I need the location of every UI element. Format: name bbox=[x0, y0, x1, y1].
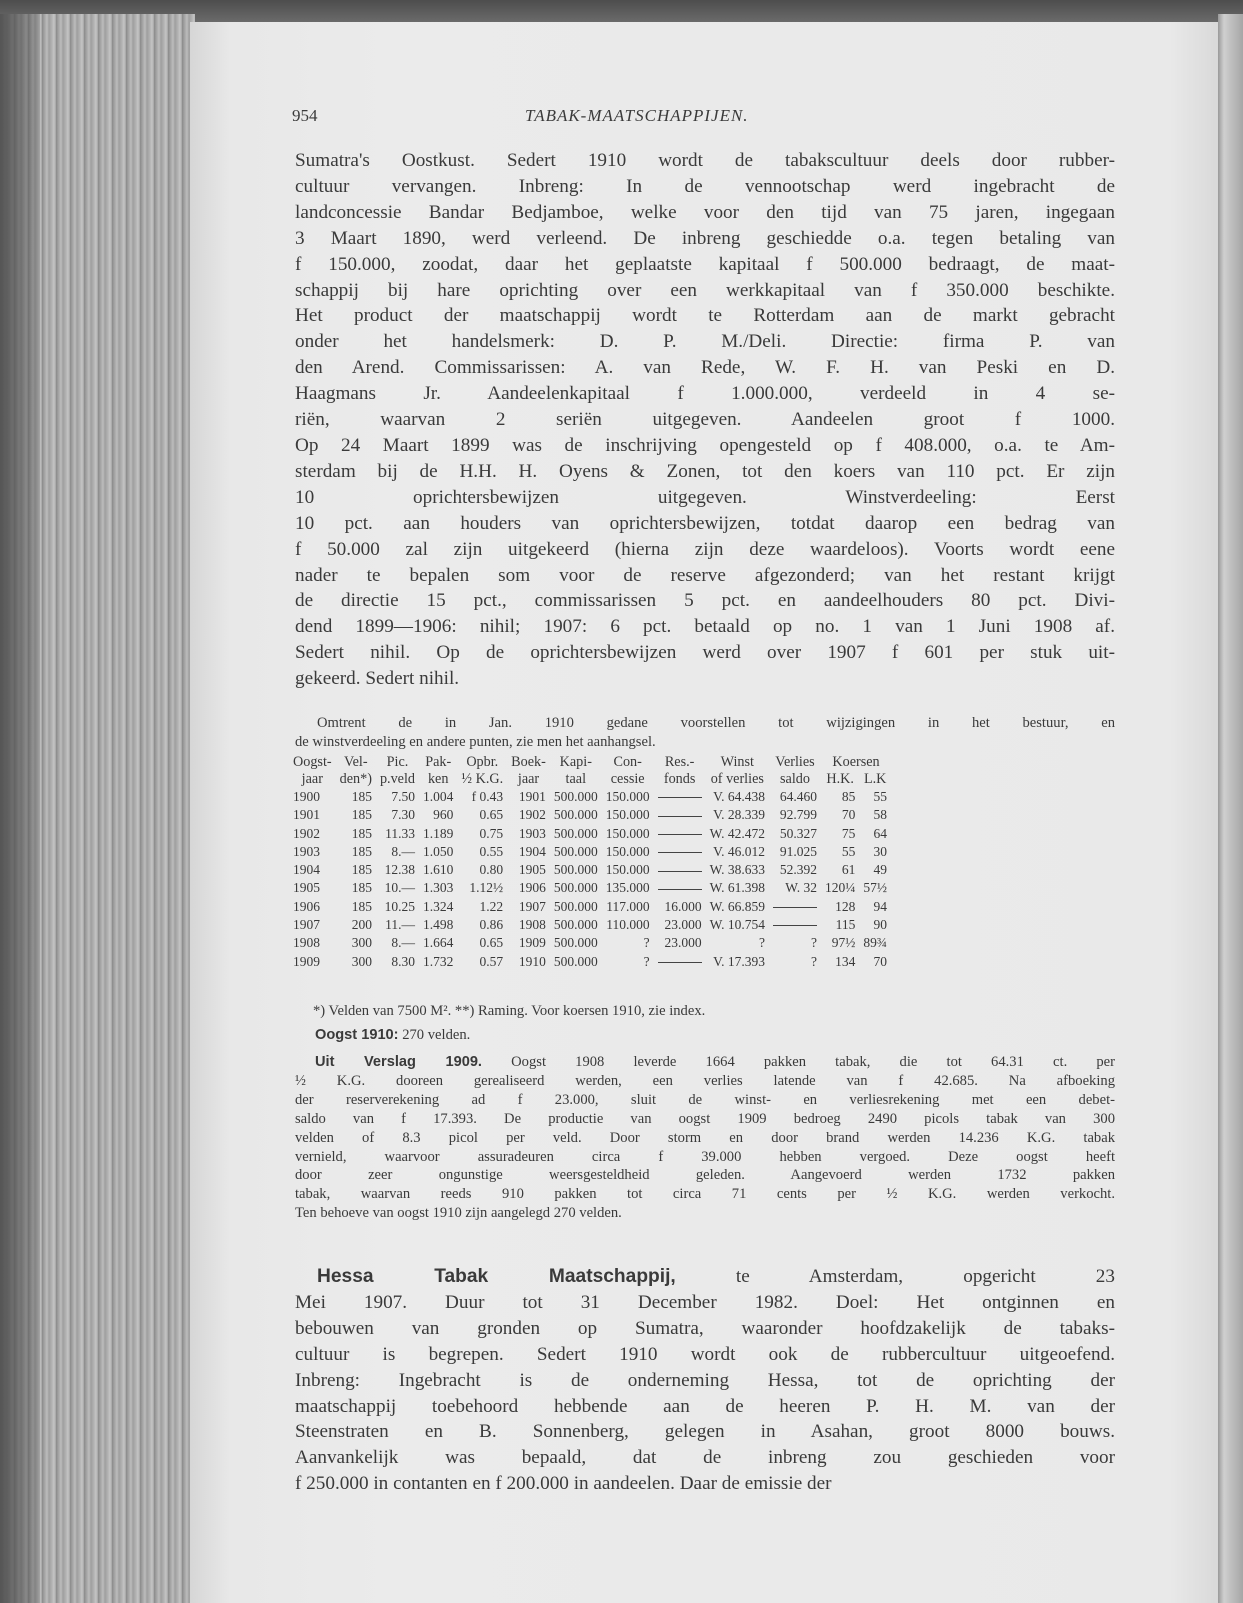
table-row bbox=[289, 843, 891, 861]
text-line: f 50.000 zal zijn uitgekeerd (hierna zijn deze waardeloos). Voorts wordt eene bbox=[295, 538, 1115, 560]
column-subheader: jaar bbox=[301, 771, 323, 787]
table-cell: 94 bbox=[873, 898, 887, 914]
table-cell: 1910 bbox=[518, 953, 546, 969]
table-cell: W. 10.754 bbox=[709, 917, 765, 933]
table-cell: 1904 bbox=[518, 843, 546, 859]
text-line: riën, waarvan 2 seriën uitgegeven. Aandeelen groot f 1000. bbox=[295, 409, 1115, 431]
table-cell: 300 bbox=[351, 953, 372, 969]
column-subheader: taal bbox=[565, 771, 587, 787]
text-line: Het product der maatschappij wordt te Rotterdam aan de markt gebracht bbox=[295, 305, 1115, 327]
table-cell: ? bbox=[759, 935, 765, 951]
table-cell: 61 bbox=[841, 862, 856, 878]
table-cell: ? bbox=[811, 935, 817, 951]
column-header: Con- bbox=[613, 754, 642, 770]
table-cell: W. 42.472 bbox=[709, 825, 765, 841]
hessa-text: maatschappij toebehoord hebbende aan de heeren P. H. M. van der bbox=[295, 1395, 1115, 1417]
text-line bbox=[295, 1053, 1115, 1072]
table-cell: W. 61.398 bbox=[709, 880, 765, 896]
table-cell: 185 bbox=[351, 807, 372, 823]
text-line: 3 Maart 1890, werd verleend. De inbreng geschiedde o.a. tegen betaling van bbox=[295, 227, 1115, 249]
table-cell: 50.327 bbox=[779, 825, 817, 841]
table-cell: 10.25 bbox=[384, 898, 416, 914]
column-subheader: ½ K.G. bbox=[461, 771, 504, 787]
column-header: Verlies bbox=[775, 754, 815, 770]
table-cell: 11.— bbox=[385, 917, 416, 933]
table-cell: 185 bbox=[351, 898, 372, 914]
verslag-label: Uit Verslag 1909. bbox=[315, 1054, 482, 1070]
text-line bbox=[295, 1264, 1115, 1290]
column-header: Koersen bbox=[832, 754, 880, 770]
table-cell: 1.189 bbox=[423, 825, 454, 841]
table-cell: 185 bbox=[351, 843, 372, 859]
table-cell bbox=[769, 898, 821, 916]
column-header: Pak- bbox=[425, 754, 452, 770]
text-line: 10 pct. aan houders van oprichtersbewijzen, totdat daarop een bedrag van bbox=[295, 512, 1115, 534]
table-cell: 58 bbox=[873, 807, 887, 823]
financial-table bbox=[289, 754, 891, 971]
table-cell: 500.000 bbox=[553, 843, 598, 859]
verslag-text: velden of 8.3 picol per veld. Door storm en door brand werden 14.236 K.G. tabak bbox=[295, 1129, 1115, 1146]
table-cell: V. 17.393 bbox=[713, 953, 765, 969]
column-subheader: jaar bbox=[517, 771, 540, 787]
column-subheader: L.K bbox=[863, 771, 887, 787]
hessa-text: Mei 1907. Duur tot 31 December 1982. Doel: Het ontginnen en bbox=[295, 1291, 1115, 1313]
table-cell: 55 bbox=[841, 843, 856, 859]
dash-placeholder bbox=[658, 962, 702, 963]
table-cell: 1902 bbox=[293, 825, 320, 841]
table-cell: 185 bbox=[351, 825, 372, 841]
text-line: cultuur vervangen. Inbreng: In de vennootschap werd ingebracht de bbox=[295, 175, 1115, 197]
text-line bbox=[295, 1394, 1115, 1420]
table-cell: 134 bbox=[835, 953, 856, 969]
column-subheader: ken bbox=[427, 771, 449, 787]
column-subheader: cessie bbox=[610, 771, 645, 787]
table-cell: 91.025 bbox=[779, 843, 817, 859]
hessa-text: Aanvankelijk was bepaald, dat de inbreng zou geschieden voor bbox=[295, 1447, 1115, 1469]
table-cell: 1.498 bbox=[423, 917, 454, 933]
table-row bbox=[289, 806, 891, 824]
table-cell: 500.000 bbox=[553, 898, 598, 914]
column-header: Winst bbox=[720, 754, 754, 770]
table-cell: 8.— bbox=[391, 843, 416, 859]
dash-placeholder bbox=[658, 834, 702, 835]
column-subheader: of verlies bbox=[710, 771, 764, 787]
table-cell: 7.30 bbox=[391, 807, 416, 823]
text-line: Sumatra's Oostkust. Sedert 1910 wordt de tabakscultuur deels door rubber- bbox=[295, 150, 1115, 171]
table-cell: ? bbox=[643, 935, 650, 951]
hessa-text: Steenstraten en B. Sonnenberg, gelegen in Asahan, groot 8000 bouws. bbox=[295, 1421, 1115, 1443]
table-cell: f 0.43 bbox=[471, 789, 504, 804]
text-line: dend 1899—1906: nihil; 1907: 6 pct. betaald op no. 1 van 1 Juni 1908 af. bbox=[295, 616, 1115, 638]
table-cell: 1906 bbox=[293, 898, 320, 914]
table-cell: 1905 bbox=[518, 862, 546, 878]
text-line: sterdam bij de H.H. H. Oyens & Zonen, tot den koers van 110 pct. Er zijn bbox=[295, 460, 1115, 482]
text-line bbox=[295, 1368, 1115, 1394]
table-header-row-1 bbox=[289, 754, 891, 771]
table-cell: 1905 bbox=[293, 880, 320, 896]
table-row bbox=[289, 879, 891, 897]
table-cell: 1909 bbox=[293, 953, 320, 969]
table-cell: 110.000 bbox=[606, 917, 650, 933]
table-cell: 1907 bbox=[518, 898, 546, 914]
page-number: 954 bbox=[292, 106, 318, 125]
table-cell: 97½ bbox=[831, 935, 856, 951]
table-cell: 10.— bbox=[384, 880, 416, 896]
table-cell: 1903 bbox=[293, 843, 320, 859]
column-header: Kapi- bbox=[559, 754, 592, 770]
table-cell: 0.57 bbox=[479, 953, 504, 969]
table-cell: 1.610 bbox=[423, 862, 454, 878]
text-line bbox=[295, 1129, 1115, 1148]
table-footnote: *) Velden van 7500 M². **) Raming. Voor koersen 1910, zie index. bbox=[313, 1003, 706, 1019]
text-line: onder het handelsmerk: D. P. M./Deli. Directie: firma P. van bbox=[295, 331, 1115, 353]
table-cell: 52.392 bbox=[779, 862, 817, 878]
table-cell: 0.86 bbox=[479, 917, 504, 933]
text-line bbox=[295, 1072, 1115, 1091]
verslag-text: saldo van f 17.393. De productie van oogst 1909 bedroeg 2490 picols tabak van 300 bbox=[295, 1110, 1115, 1127]
text-line bbox=[295, 1445, 1115, 1471]
hessa-text: f 250.000 in contanten en f 200.000 in aandeelen. Daar de emissie der bbox=[295, 1473, 832, 1495]
table-cell: 1901 bbox=[518, 789, 546, 804]
table-cell: 185 bbox=[351, 862, 372, 878]
oogst-1910-text: 270 velden. bbox=[398, 1027, 471, 1043]
table-cell: 1.050 bbox=[423, 843, 454, 859]
table-cell: 128 bbox=[835, 898, 856, 914]
column-header: Res.- bbox=[664, 754, 695, 770]
column-header: Oogst- bbox=[293, 754, 332, 770]
text-line: den Arend. Commissarissen: A. van Rede, W. F. H. van Peski en D. bbox=[295, 357, 1115, 379]
table-cell: V. 46.012 bbox=[713, 843, 765, 859]
verslag-text: vernield, waarvoor assuradeuren circa f 39.000 hebben vergoed. Deze oogst heeft bbox=[295, 1148, 1115, 1165]
table-cell: 500.000 bbox=[553, 862, 598, 878]
table-cell: 1904 bbox=[293, 862, 320, 878]
hessa-entry bbox=[295, 1264, 1115, 1497]
table-cell: 1907 bbox=[293, 917, 320, 933]
column-header: Pic. bbox=[386, 754, 409, 770]
hessa-text: cultuur is begrepen. Sedert 1910 wordt ook de rubbercultuur uitgeoefend. bbox=[295, 1343, 1115, 1365]
table-cell: 70 bbox=[873, 953, 887, 969]
table-cell: 64 bbox=[873, 825, 887, 841]
table-row bbox=[289, 825, 891, 843]
table-cell: 120¼ bbox=[825, 880, 856, 896]
text-line bbox=[295, 1419, 1115, 1445]
text-line bbox=[295, 1471, 1115, 1497]
table-cell: 85 bbox=[841, 789, 856, 804]
table-cell: 1.732 bbox=[423, 953, 454, 969]
column-subheader: fonds bbox=[663, 771, 696, 787]
text-line: de directie 15 pct., commissarissen 5 pct. en aandeelhouders 80 pct. Divi- bbox=[295, 590, 1115, 612]
table-cell: 1900 bbox=[293, 789, 320, 804]
table-cell: 117.000 bbox=[606, 898, 650, 914]
text-line: Omtrent de in Jan. 1910 gedane voorstellen tot wijzigingen in het bestuur, en bbox=[317, 715, 1115, 731]
table-cell bbox=[654, 861, 706, 879]
table-cell: 0.75 bbox=[479, 825, 504, 841]
table-row bbox=[289, 934, 891, 952]
table-cell: V. 28.339 bbox=[713, 807, 765, 823]
column-header: Opbr. bbox=[466, 754, 499, 770]
table-cell: 500.000 bbox=[553, 789, 598, 804]
table-cell bbox=[654, 788, 706, 806]
table-cell: 12.38 bbox=[384, 862, 416, 878]
running-head bbox=[292, 106, 1125, 130]
table-cell bbox=[654, 843, 706, 861]
table-cell: 90 bbox=[873, 917, 887, 933]
table-row bbox=[289, 898, 891, 916]
table-cell: 300 bbox=[351, 935, 372, 951]
table-cell: 0.55 bbox=[479, 843, 504, 859]
verslag-text: tabak, waarvan reeds 910 pakken tot circa 71 cents per ½ K.G. werden verkocht. bbox=[295, 1186, 1115, 1203]
column-subheader: saldo bbox=[780, 771, 810, 787]
hessa-text: bebouwen van gronden op Sumatra, waaronder hoofdzakelijk de tabaks- bbox=[295, 1317, 1115, 1339]
table-cell: 92.799 bbox=[779, 807, 817, 823]
table-cell: 500.000 bbox=[553, 935, 598, 951]
table-cell: 150.000 bbox=[605, 807, 650, 823]
table-cell: W. 66.859 bbox=[709, 898, 765, 914]
oogst-1910-label: Oogst 1910: bbox=[315, 1027, 399, 1043]
dash-placeholder bbox=[658, 852, 702, 853]
text-line bbox=[295, 1316, 1115, 1342]
table-cell: 150.000 bbox=[605, 789, 650, 804]
table-cell: 150.000 bbox=[605, 862, 650, 878]
dash-placeholder bbox=[658, 816, 702, 817]
text-line bbox=[295, 1342, 1115, 1368]
text-line bbox=[295, 1204, 1115, 1223]
table-cell: 0.65 bbox=[479, 807, 504, 823]
column-header: Boek- bbox=[511, 754, 546, 770]
column-subheader: H.K. bbox=[826, 771, 854, 787]
table-cell: 0.65 bbox=[479, 935, 504, 951]
table-row bbox=[289, 861, 891, 879]
verslag-text: Ten behoeve van oogst 1910 zijn aangelegd 270 velden. bbox=[295, 1205, 622, 1222]
table-cell: 1903 bbox=[518, 825, 546, 841]
table-cell: 1908 bbox=[518, 917, 546, 933]
table-cell: 500.000 bbox=[553, 953, 598, 969]
table-cell bbox=[654, 879, 706, 897]
table-cell: 11.33 bbox=[385, 825, 416, 841]
table-cell: 16.000 bbox=[664, 898, 702, 914]
hessa-text: Inbreng: Ingebracht is de onderneming Hessa, tot de oprichting der bbox=[295, 1369, 1115, 1391]
table-header-row-2 bbox=[289, 771, 891, 788]
text-line: de winstverdeeling en andere punten, zie men het aanhangsel. bbox=[295, 733, 656, 750]
dash-placeholder bbox=[658, 871, 702, 872]
table-cell: 8.— bbox=[391, 935, 416, 951]
dash-placeholder bbox=[773, 925, 817, 926]
column-subheader: p.veld bbox=[379, 771, 416, 787]
table-cell: 1902 bbox=[518, 807, 546, 823]
table-cell: 0.80 bbox=[479, 862, 504, 878]
text-line bbox=[295, 1148, 1115, 1167]
table-cell: 23.000 bbox=[664, 917, 702, 933]
table-cell: 200 bbox=[351, 917, 372, 933]
table-cell: 8.30 bbox=[391, 953, 416, 969]
table-cell bbox=[769, 916, 821, 934]
text-line bbox=[295, 1166, 1115, 1185]
table-cell: 1909 bbox=[518, 935, 546, 951]
table-cell bbox=[654, 806, 706, 824]
text-line bbox=[295, 1185, 1115, 1204]
table-cell: 500.000 bbox=[553, 880, 598, 896]
table-body bbox=[289, 788, 891, 971]
running-title: TABAK-MAATSCHAPPIJEN. bbox=[525, 106, 749, 125]
table-cell: V. 64.438 bbox=[713, 789, 765, 804]
table-cell: W. 32 bbox=[785, 880, 817, 896]
table-cell: 7.50 bbox=[391, 789, 416, 804]
table-cell: 23.000 bbox=[664, 935, 702, 951]
table-cell: 185 bbox=[351, 880, 372, 896]
dash-placeholder bbox=[773, 907, 817, 908]
dash-placeholder bbox=[658, 797, 702, 798]
book-right-edge bbox=[1218, 14, 1243, 1603]
table-cell: 30 bbox=[873, 843, 887, 859]
table-cell: 70 bbox=[841, 807, 856, 823]
table-cell: 57½ bbox=[863, 880, 887, 896]
dash-placeholder bbox=[658, 889, 702, 890]
hessa-text: te Amsterdam, opgericht 23 bbox=[675, 1266, 1115, 1287]
table-cell: 500.000 bbox=[553, 807, 598, 823]
table-cell: 55 bbox=[873, 789, 887, 804]
table-cell: ? bbox=[811, 953, 817, 969]
table-cell: 1901 bbox=[293, 807, 320, 823]
verslag-1909 bbox=[295, 1053, 1115, 1223]
table-cell: 500.000 bbox=[553, 825, 598, 841]
oogst-1910 bbox=[315, 1026, 1135, 1045]
table-cell: 150.000 bbox=[605, 825, 650, 841]
table-cell: 1.12½ bbox=[469, 880, 504, 896]
table-cell: 1906 bbox=[518, 880, 546, 896]
text-line bbox=[295, 1290, 1115, 1316]
book-page-stack bbox=[0, 14, 195, 1603]
text-line bbox=[295, 1110, 1115, 1129]
verslag-text: der reserverekening ad f 23.000, sluit de winst- en verliesrekening met een debet- bbox=[295, 1091, 1115, 1108]
table-row bbox=[289, 916, 891, 934]
table-cell bbox=[654, 825, 706, 843]
table-cell: 135.000 bbox=[605, 880, 650, 896]
table-cell bbox=[654, 953, 706, 971]
verslag-text: door zeer ongunstige weersgesteldheid geleden. Aangevoerd werden 1732 pakken bbox=[295, 1167, 1115, 1184]
text-line bbox=[295, 1091, 1115, 1110]
table-cell: 185 bbox=[351, 789, 372, 804]
table-cell: 150.000 bbox=[605, 843, 650, 859]
table-cell: 89¾ bbox=[863, 935, 887, 951]
section-paragraph bbox=[295, 148, 1115, 692]
table-cell: 64.460 bbox=[779, 789, 817, 804]
table-cell: 49 bbox=[873, 862, 887, 878]
table-cell: 960 bbox=[433, 807, 454, 823]
text-line: Sedert nihil. Op de oprichtersbewijzen werd over 1907 f 601 per stuk uit- bbox=[295, 642, 1115, 664]
table-cell: 1.664 bbox=[423, 935, 454, 951]
column-subheader: den*) bbox=[339, 771, 372, 787]
text-line: Haagmans Jr. Aandeelenkapitaal f 1.000.000, verdeeld in 4 se- bbox=[295, 383, 1115, 405]
text-line: f 150.000, zoodat, daar het geplaatste kapitaal f 500.000 bedraagt, de maat- bbox=[295, 253, 1115, 275]
table-cell: W. 38.633 bbox=[709, 862, 765, 878]
table-row bbox=[289, 953, 891, 971]
table-cell: 1.004 bbox=[423, 789, 454, 804]
column-header: Vel- bbox=[343, 754, 368, 770]
table-row bbox=[289, 788, 891, 806]
note-wijzigingen bbox=[295, 714, 1115, 752]
text-line: Op 24 Maart 1899 was de inschrijving opengesteld op f 408.000, o.a. te Am- bbox=[295, 434, 1115, 456]
text-line: gekeerd. Sedert nihil. bbox=[295, 668, 460, 690]
table-cell: 75 bbox=[841, 825, 856, 841]
verslag-text: Oogst 1908 leverde 1664 pakken tabak, die tot 64.31 ct. per bbox=[482, 1054, 1115, 1070]
company-name: Hessa Tabak Maatschappij, bbox=[317, 1266, 676, 1287]
table-cell: 1.303 bbox=[423, 880, 454, 896]
table-cell: 500.000 bbox=[553, 917, 598, 933]
verslag-text: ½ K.G. dooreen gerealiseerd werden, een verlies latende van f 42.685. Na afboeking bbox=[295, 1072, 1115, 1089]
table-cell: 115 bbox=[835, 917, 856, 933]
table-cell: 1908 bbox=[293, 935, 320, 951]
text-line: nader te bepalen som voor de reserve afgezonderd; van het restant krijgt bbox=[295, 564, 1115, 586]
table-cell: 1.22 bbox=[479, 898, 504, 914]
table-cell: ? bbox=[643, 953, 650, 969]
text-line: landconcessie Bandar Bedjamboe, welke voor den tijd van 75 jaren, ingegaan bbox=[295, 201, 1115, 223]
text-line: schappij bij hare oprichting over een werkkapitaal van f 350.000 beschikte. bbox=[295, 279, 1115, 301]
table-cell: 1.324 bbox=[423, 898, 454, 914]
text-line: 10 oprichtersbewijzen uitgegeven. Winstverdeeling: Eerst bbox=[295, 486, 1115, 508]
